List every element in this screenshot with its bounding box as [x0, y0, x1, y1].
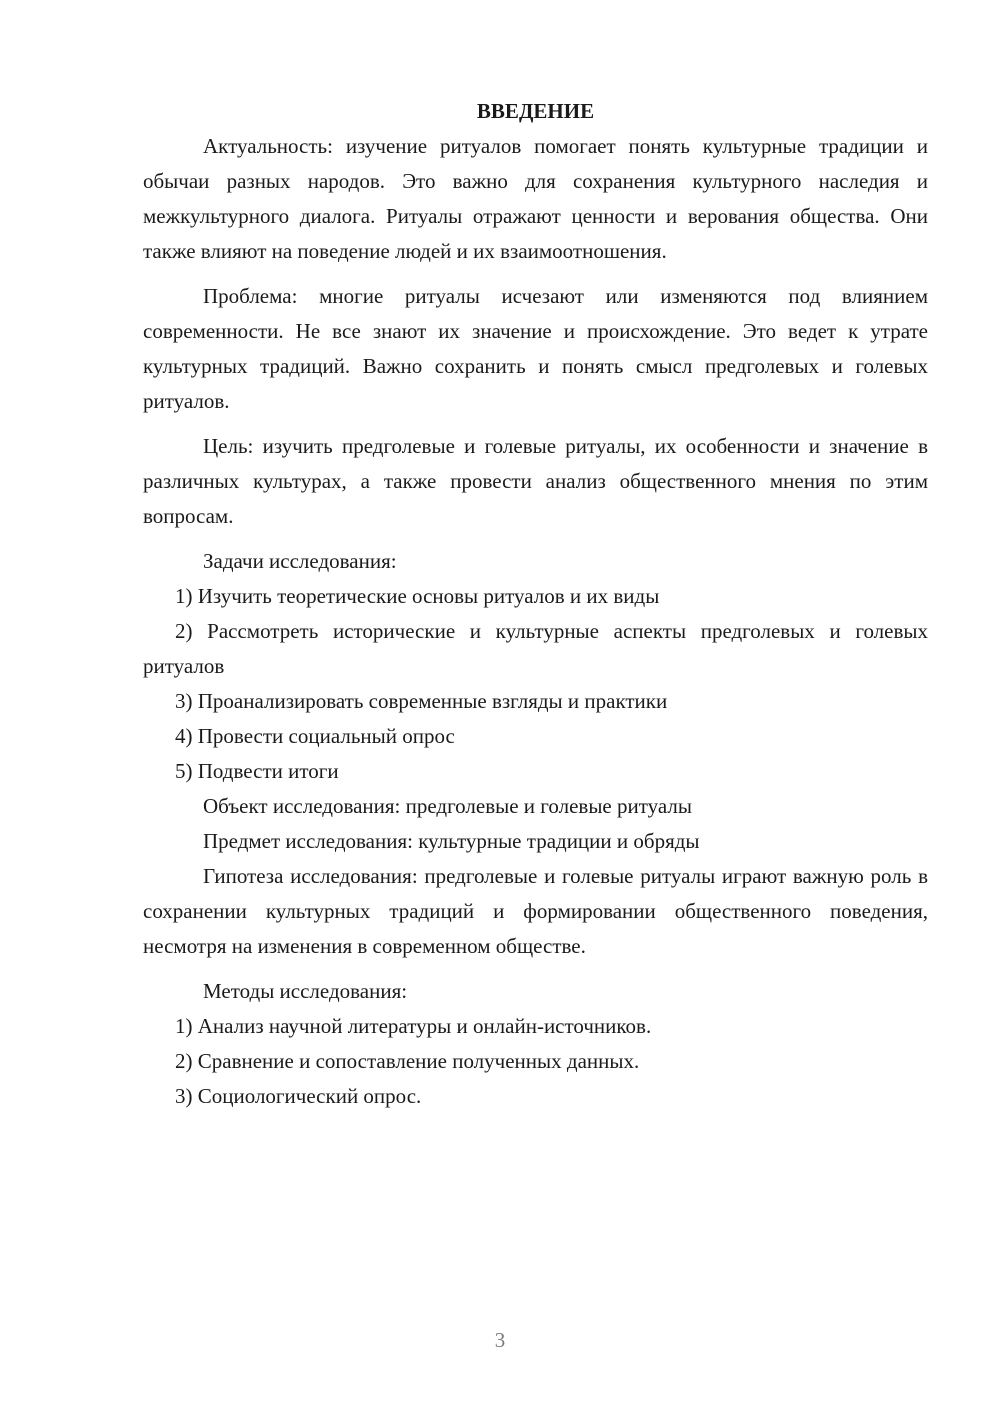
task-item-2: 2) Рассмотреть исторические и культурные аспекты предголевых и голевых ритуалов: [143, 619, 928, 678]
page-number: 3: [494, 1328, 506, 1352]
paragraph-subject: Предмет исследования: культурные традиции и обряды: [203, 829, 700, 853]
task-item-3: 3) Проанализировать современные взгляды и практики: [175, 689, 668, 713]
method-item-3: 3) Социологический опрос.: [175, 1084, 422, 1108]
paragraph-relevance: Актуальность: изучение ритуалов помогает понять культурные традиции и обычаи разных народов. Это важно для сохранения культурного наследия и межкультурного диалога. Ритуалы отражают ценности и верования общества. Они также влияют на поведение людей и их взаимоотношения.: [143, 134, 928, 263]
method-item-1: 1) Анализ научной литературы и онлайн-источников.: [175, 1014, 652, 1038]
paragraph-goal: Цель: изучить предголевые и голевые ритуалы, их особенности и значение в различных культурах, а также провести анализ общественного мнения по этим вопросам.: [143, 434, 928, 528]
page-title: ВВЕДЕНИЕ: [476, 99, 595, 123]
document-page: [143, 94, 928, 1114]
task-item-5: 5) Подвести итоги: [175, 759, 339, 783]
paragraph-problem: Проблема: многие ритуалы исчезают или изменяются под влиянием современности. Не все знают их значение и происхождение. Это ведет к утрате культурных традиций. Важно сохранить и понять смысл предголевых и голевых ритуалов.: [143, 284, 928, 413]
method-item-2: 2) Сравнение и сопоставление полученных данных.: [175, 1049, 640, 1073]
task-item-1: 1) Изучить теоретические основы ритуалов и их виды: [175, 584, 660, 608]
tasks-heading: Задачи исследования:: [203, 549, 397, 573]
methods-heading: Методы исследования:: [203, 979, 408, 1003]
paragraph-hypothesis: Гипотеза исследования: предголевые и голевые ритуалы играют важную роль в сохранении культурных традиций и формировании общественного поведения, несмотря на изменения в современном обществе.: [143, 864, 928, 958]
task-item-4: 4) Провести социальный опрос: [175, 724, 455, 748]
paragraph-object: Объект исследования: предголевые и голевые ритуалы: [203, 794, 692, 818]
